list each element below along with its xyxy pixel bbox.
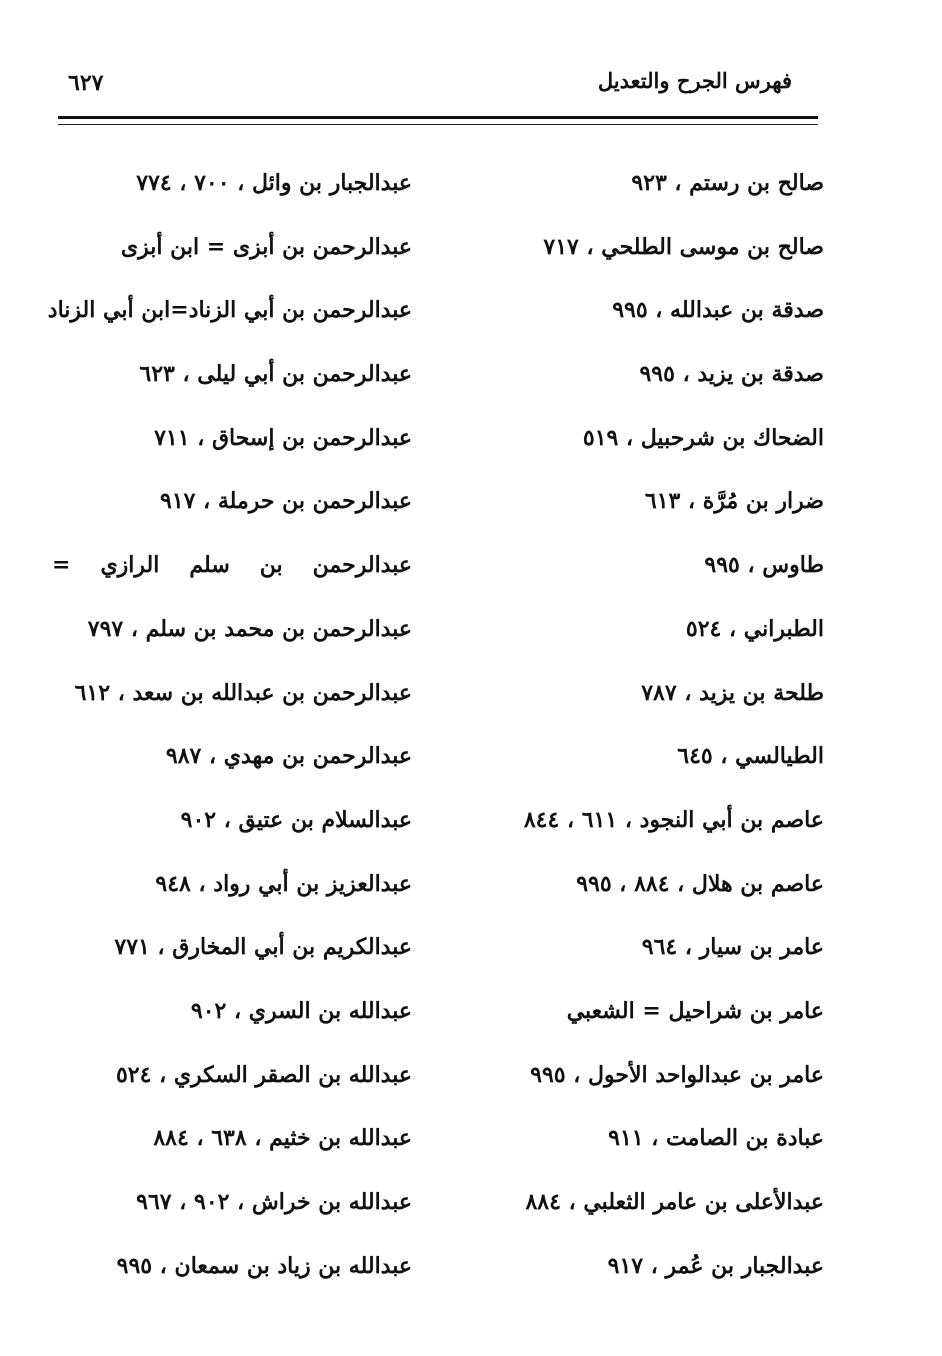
index-entry: ضرار بن مُرَّة ، ٦١٣ <box>644 488 824 515</box>
index-entry: عبدالرحمن بن أبزى = ابن أبزى <box>120 233 412 260</box>
index-entry: عبدالرحمن بن إسحاق ، ٧١١ <box>154 424 412 451</box>
index-entry: طاوس ، ٩٩٥ <box>704 552 824 579</box>
index-entry: عبدالأعلى بن عامر الثعلبي ، ٨٨٤ <box>525 1189 824 1215</box>
index-entry: عبدالله بن الصقر السكري ، ٥٢٤ <box>115 1061 412 1088</box>
index-entry: عبدالرحمن بن سلم الرازي = <box>52 552 412 579</box>
index-entry: عامر بن سيار ، ٩٦٤ <box>641 934 824 961</box>
index-entry: عبدالسلام بن عتيق ، ٩٠٢ <box>180 806 412 833</box>
index-entry: صالح بن موسى الطلحي ، ٧١٧ <box>543 233 824 260</box>
running-header-title: فهرس الجرح والتعديل <box>597 68 792 93</box>
index-entry: عبدالجبار بن وائل ، ٧٠٠ ، ٧٧٤ <box>136 170 412 196</box>
index-entry: الطيالسي ، ٦٤٥ <box>677 743 824 770</box>
index-entry: صالح بن رستم ، ٩٢٣ <box>631 170 824 196</box>
index-entry: عبدالرحمن بن أبي الزناد=ابن أبي الزناد <box>47 297 412 324</box>
index-entry: عبدالرحمن بن أبي ليلى ، ٦٢٣ <box>139 361 412 388</box>
index-column-right <box>464 152 824 1298</box>
index-entry: عبدالرحمن بن حرملة ، ٩١٧ <box>160 488 412 515</box>
index-entry: الضحاك بن شرحبيل ، ٥١٩ <box>582 424 824 451</box>
index-entry: عبدالله بن خراش ، ٩٠٢ ، ٩٦٧ <box>136 1189 412 1215</box>
index-entry: صدقة بن عبدالله ، ٩٩٥ <box>612 297 824 324</box>
index-entry: عامر بن شراحيل = الشعبي <box>566 997 824 1024</box>
index-entry: عبدالكريم بن أبي المخارق ، ٧٧١ <box>114 934 412 961</box>
index-entry: عبادة بن الصامت ، ٩١١ <box>608 1125 824 1152</box>
index-entry: عاصم بن أبي النجود ، ٦١١ ، ٨٤٤ <box>523 806 824 833</box>
index-entry: عامر بن عبدالواحد الأحول ، ٩٩٥ <box>530 1061 824 1088</box>
index-entry: عبدالرحمن بن مهدي ، ٩٨٧ <box>165 743 412 770</box>
page-number: ٦٢٧ <box>68 70 104 96</box>
index-entry: عبدالرحمن بن محمد بن سلم ، ٧٩٧ <box>87 615 412 642</box>
index-entry: صدقة بن يزيد ، ٩٩٥ <box>639 361 824 388</box>
index-entry: عبدالله بن خثيم ، ٦٣٨ ، ٨٨٤ <box>153 1125 412 1152</box>
index-entry: عاصم بن هلال ، ٨٨٤ ، ٩٩٥ <box>576 870 824 897</box>
index-entry: عبدالله بن زياد بن سمعان ، ٩٩٥ <box>116 1252 412 1279</box>
index-entry: طلحة بن يزيد ، ٧٨٧ <box>641 679 824 706</box>
index-entry: عبدالله بن السري ، ٩٠٢ <box>190 997 412 1024</box>
index-column-left <box>47 152 412 1298</box>
header-rule-thick <box>58 116 818 119</box>
header-rule-thin <box>58 124 818 125</box>
index-entry: عبدالرحمن بن عبدالله بن سعد ، ٦١٢ <box>74 679 412 706</box>
index-entry: عبدالجبار بن عُمر ، ٩١٧ <box>607 1252 824 1279</box>
index-entry: الطبراني ، ٥٢٤ <box>685 615 824 642</box>
index-entry: عبدالعزيز بن أبي رواد ، ٩٤٨ <box>155 870 412 897</box>
